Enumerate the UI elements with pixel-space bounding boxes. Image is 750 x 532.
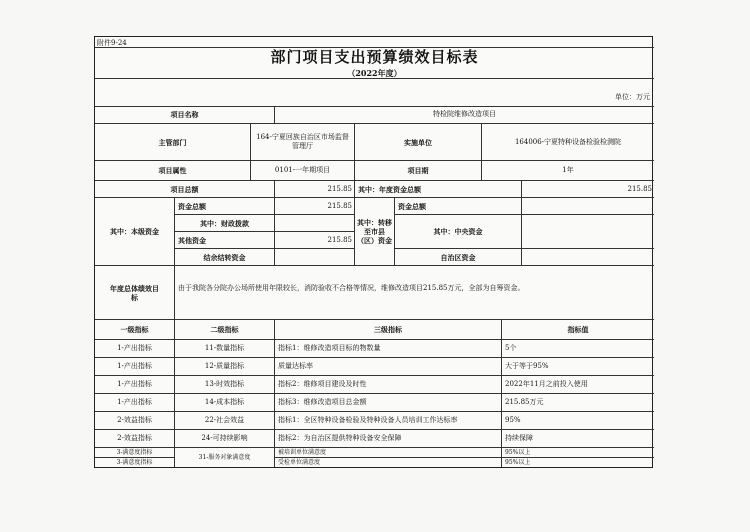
annual-label: 其中：年度资金总额 bbox=[355, 181, 522, 198]
level2-merged-cell: 31-服务对象满意度 bbox=[175, 448, 275, 467]
other-funds-value: 215.85 bbox=[275, 232, 355, 249]
central-funds-label: 其中：中央资金 bbox=[395, 215, 522, 249]
annual-goal-text: 由于我院各分院办公场所使用年限较长，消防验收不合格等情况，维修改造项目215.85万元，全部为自筹资金。 bbox=[175, 266, 654, 320]
level1-cell: 3-满意度指标 bbox=[95, 448, 175, 458]
annual-goal-label: 年度总体绩效目标 bbox=[95, 266, 175, 320]
local-funds-label: 其中：本级资金 bbox=[95, 198, 175, 266]
impl-value: 164006-宁夏特种设备检验检测院 bbox=[482, 124, 654, 161]
level3-cell: 被培训单位满意度 bbox=[275, 448, 502, 458]
header-level3: 三级指标 bbox=[275, 320, 502, 340]
value-cell: 5个 bbox=[502, 340, 654, 358]
value-cell: 2022年11月之前投入使用 bbox=[502, 376, 654, 394]
transfer-total-value bbox=[522, 198, 654, 215]
value-cell: 95%以上 bbox=[502, 448, 654, 458]
level1-cell: 1-产出指标 bbox=[95, 340, 175, 358]
level2-cell: 11-数量指标 bbox=[175, 340, 275, 358]
level1-cell: 1-产出指标 bbox=[95, 394, 175, 412]
transfer-total-label: 资金总额 bbox=[395, 198, 522, 215]
project-name-value: 特检院维修改造项目 bbox=[275, 106, 654, 124]
region-funds-value bbox=[522, 249, 654, 266]
level2-cell: 12-质量指标 bbox=[175, 358, 275, 376]
value-cell: 215.85万元 bbox=[502, 394, 654, 412]
level3-cell: 指标3：维修改造项目总金额 bbox=[275, 394, 502, 412]
attr-label: 项目属性 bbox=[95, 161, 251, 181]
level2-cell: 22-社会效益 bbox=[175, 412, 275, 430]
budget-table-sheet bbox=[94, 36, 653, 468]
level3-cell: 受检单位满意度 bbox=[275, 458, 502, 467]
unit-label: 单位：万元 bbox=[615, 93, 650, 101]
total-value: 215.85 bbox=[275, 181, 355, 198]
dept-label: 主管部门 bbox=[95, 124, 251, 161]
level3-cell: 指标1：全区特种设备检验及特种设备人员培训工作达标率 bbox=[275, 412, 502, 430]
level2-cell: 24-可持续影响 bbox=[175, 430, 275, 448]
value-cell: 大于等于95% bbox=[502, 358, 654, 376]
level1-cell: 3-满意度指标 bbox=[95, 458, 175, 467]
fiscal-value bbox=[275, 215, 355, 232]
other-funds-label: 其他资金 bbox=[175, 232, 275, 249]
fiscal-label: 其中：财政拨款 bbox=[175, 215, 275, 232]
period-label: 项目期 bbox=[355, 161, 482, 181]
value-cell: 持续保障 bbox=[502, 430, 654, 448]
carryover-label: 结余结转资金 bbox=[175, 249, 275, 266]
page-title: 部门项目支出预算绩效目标表 bbox=[270, 48, 479, 66]
project-name-label: 项目名称 bbox=[95, 106, 275, 124]
level3-cell: 指标2：维修项目建设及时性 bbox=[275, 376, 502, 394]
level3-cell: 质量达标率 bbox=[275, 358, 502, 376]
impl-label: 实施单位 bbox=[355, 124, 482, 161]
header-level1: 一级指标 bbox=[95, 320, 175, 340]
level3-cell: 指标1：维修改造项目标的物数量 bbox=[275, 340, 502, 358]
total-label: 项目总额 bbox=[95, 181, 275, 198]
annual-value: 215.85 bbox=[522, 181, 654, 198]
level2-cell: 13-时效指标 bbox=[175, 376, 275, 394]
central-funds-value bbox=[522, 215, 654, 249]
value-cell: 95%以上 bbox=[505, 459, 531, 466]
fiscal-year: （2022年度） bbox=[347, 68, 402, 78]
level1-cell: 1-产出指标 bbox=[95, 376, 175, 394]
fund-total-value: 215.85 bbox=[275, 198, 355, 215]
header-value: 指标值 bbox=[502, 320, 654, 340]
level2-cell: 14-成本指标 bbox=[175, 394, 275, 412]
level3-cell: 指标2：为自治区提供特种设备安全保障 bbox=[275, 430, 502, 448]
carryover-value bbox=[275, 249, 355, 266]
header-level2: 二级指标 bbox=[175, 320, 275, 340]
region-funds-label: 自治区资金 bbox=[395, 249, 522, 266]
period-value: 1年 bbox=[482, 161, 654, 181]
value-cell: 95% bbox=[502, 412, 654, 430]
attr-value: 0101-一年期项目 bbox=[251, 161, 355, 181]
dept-value: 164-宁夏回族自治区市场监督管理厅 bbox=[251, 124, 355, 161]
level1-cell: 1-产出指标 bbox=[95, 358, 175, 376]
transfer-funds-label: 其中：转移至市县（区）资金 bbox=[355, 198, 395, 266]
fund-total-label: 资金总额 bbox=[175, 198, 275, 215]
level1-cell: 2-效益指标 bbox=[95, 412, 175, 430]
level1-cell: 2-效益指标 bbox=[95, 430, 175, 448]
attachment-label: 附件9-24 bbox=[97, 39, 127, 47]
